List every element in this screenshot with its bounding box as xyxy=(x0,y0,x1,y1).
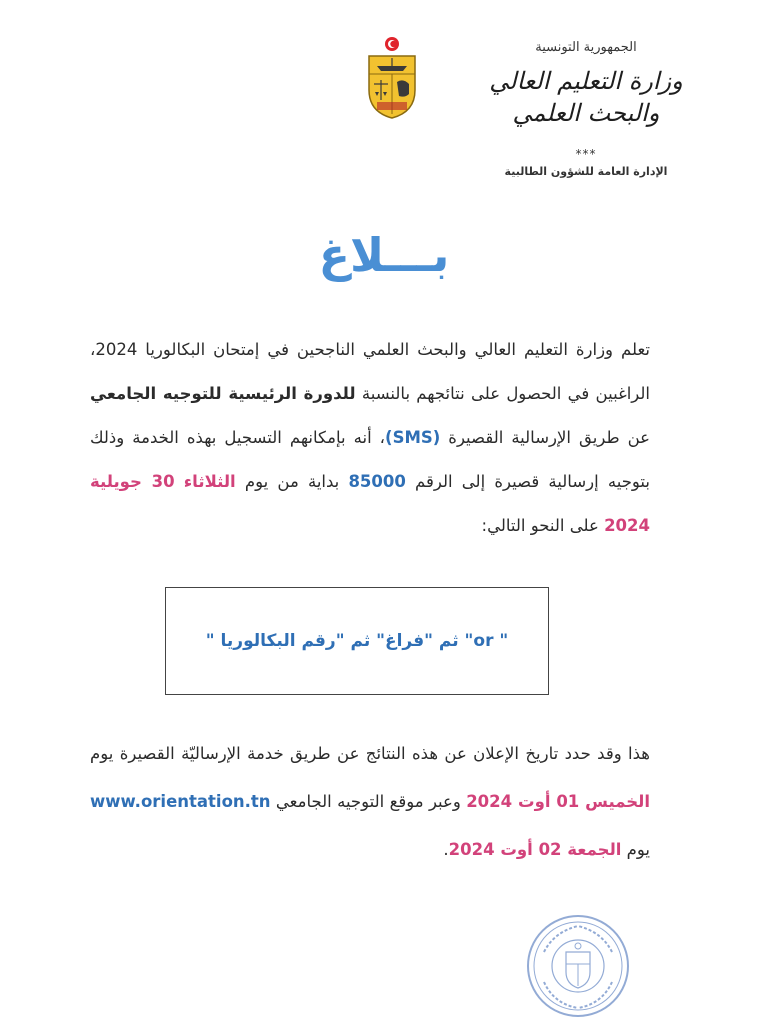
footer-end: . xyxy=(443,840,449,859)
ministry-line-1: وزارة التعليم العالي xyxy=(489,67,683,95)
body-text-5: على النحو التالي: xyxy=(481,516,605,535)
footer-text-1: هذا وقد حدد تاريخ الإعلان عن هذه النتائج عن طريق خدمة الإرساليّة القصيرة يوم xyxy=(90,744,650,763)
footer-text-2: وعبر موقع التوجيه الجامعي xyxy=(270,792,467,811)
body-sms-number: 85000 xyxy=(348,472,406,491)
orientation-website-link[interactable]: www.orientation.tn xyxy=(90,792,271,811)
body-start-day: الثلاثاء xyxy=(183,472,236,491)
body-sms-label: (SMS) xyxy=(385,428,441,447)
republic-name: الجمهورية التونسية xyxy=(535,40,637,55)
ministry-name xyxy=(476,65,696,129)
tunisia-coat-of-arms-icon xyxy=(363,36,421,120)
body-start-date: 30 جويلية 2024 xyxy=(90,472,650,535)
sms-format-text: " or" ثم "فراغ" ثم "رقم البكالوريا " xyxy=(205,631,509,651)
footer-web-date: الجمعة 02 أوت 2024 xyxy=(448,840,622,859)
directorate-name: الإدارة العامة للشؤون الطالبية xyxy=(504,165,668,178)
ministry-header xyxy=(476,40,696,178)
ministry-line-2: والبحث العلمي xyxy=(512,99,660,127)
body-text-4: بداية من يوم xyxy=(235,472,349,491)
body-text-3: ، أنه بإمكانهم التسجيل بهذه الخدمة وذلك بتوجيه إرسالية قصيرة إلى الرقم xyxy=(90,428,650,491)
footer-sms-date: الخميس 01 أوت 2024 xyxy=(466,792,651,811)
body-text-2: عن طريق الإرسالية القصيرة xyxy=(440,428,651,447)
sms-format-box xyxy=(165,587,549,695)
separator-stars: *** xyxy=(575,147,597,161)
footer-text-3: يوم xyxy=(621,840,650,859)
announcement-title: بـــلاغ xyxy=(318,228,450,282)
body-text-1: تعلم وزارة التعليم العالي والبحث العلمي الناجحين في إمتحان البكالوريا 2024، الراغبين في الحصول على نتائجهم بالنسبة xyxy=(90,340,650,403)
body-session-label: للدورة الرئيسية للتوجيه الجامعي xyxy=(90,384,356,403)
official-stamp-icon xyxy=(524,912,632,1020)
announcement-body xyxy=(90,328,650,548)
results-announcement xyxy=(90,730,650,874)
